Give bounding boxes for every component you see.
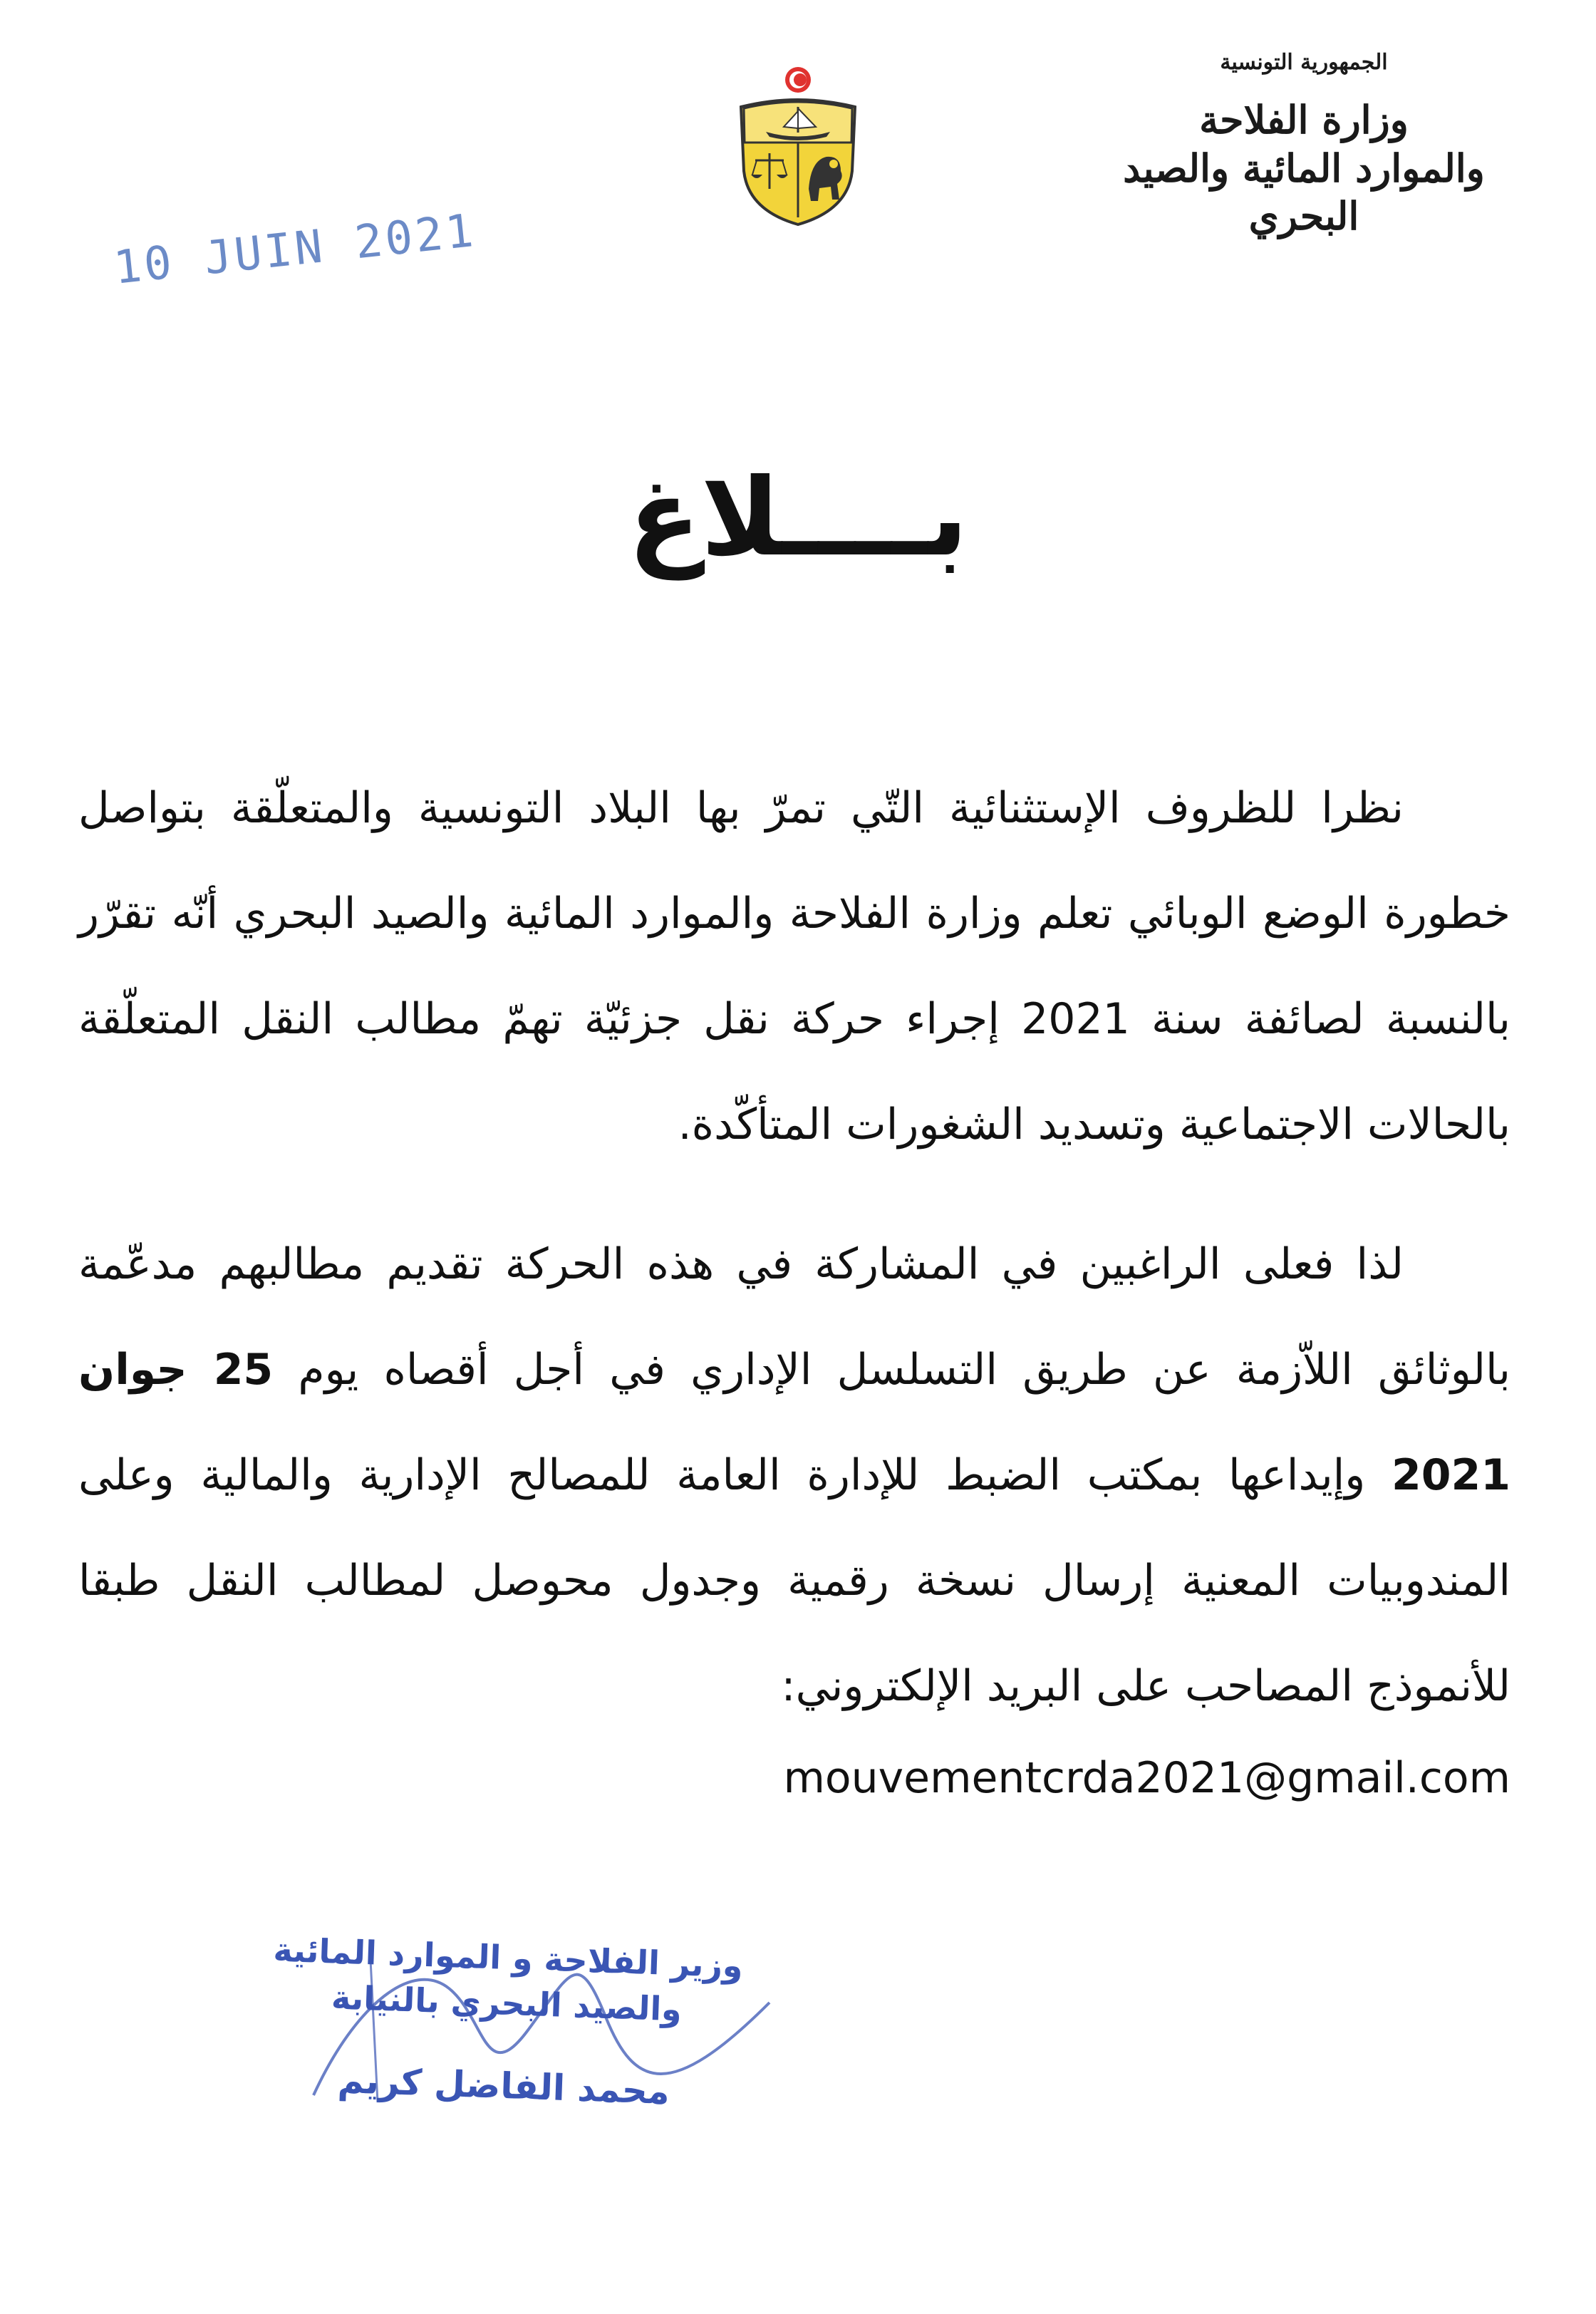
received-date-stamp: 10 JUIN 2021 [111,204,479,295]
contact-email: mouvementcrda2021@gmail.com [783,1753,1510,1803]
paragraph-2-details: وإيداعها بمكتب الضبط للإدارة العامة للمصالح الإدارية والمالية وعلى المندوبيات المعنية إرسال نسخة رقمية وجدول محوصل لمطالب النقل طبقا للأنموذج المصاحب على البريد الإلكتروني: [78,1450,1510,1711]
signatory-title-line1: وزير الفلاحة و الموارد المائية [272,1930,744,1985]
ministry-name-line1: وزارة الفلاحة [1199,97,1409,143]
tunisia-coat-of-arms-icon [727,64,869,228]
document-title: بــــلاغ [628,456,968,580]
announcement-paragraph-2 [78,1212,1510,1739]
minister-signature-stamp [268,1931,744,2115]
signatory-name: محمد الفاضل كريم [337,2059,670,2113]
signatory-title-line2: والصيد البحري بالنيابة [331,1978,683,2029]
ministry-name-line2: والموارد المائية والصيد البحري [1123,145,1485,239]
paragraph-2-intro: لذا فعلى الراغبين في المشاركة في هذه الحركة تقديم مطالبهم مدعّمة بالوثائق اللاّزمة عن طريق التسلسل الإداري في أجل أقصاه يوم [78,1239,1510,1395]
submission-deadline: 25 جوان 2021 [78,1345,1510,1500]
republic-label: الجمهورية التونسية [1220,50,1388,75]
ministry-header [1104,50,1503,241]
announcement-paragraph-1: نظرا للظروف الإستثنائية التّي تمرّ بها البلاد التونسية والمتعلّقة بتواصل خطورة الوضع الوبائي تعلم وزارة الفلاحة والموارد المائية والصيد البحري أنّه تقرّر بالنسبة لصائفة سنة 2021 إجراء حركة نقل جزئيّة تهمّ مطالب النقل المتعلّقة بالحالات الاجتماعية وتسديد الشغورات المتأكّدة. [78,783,1510,1150]
